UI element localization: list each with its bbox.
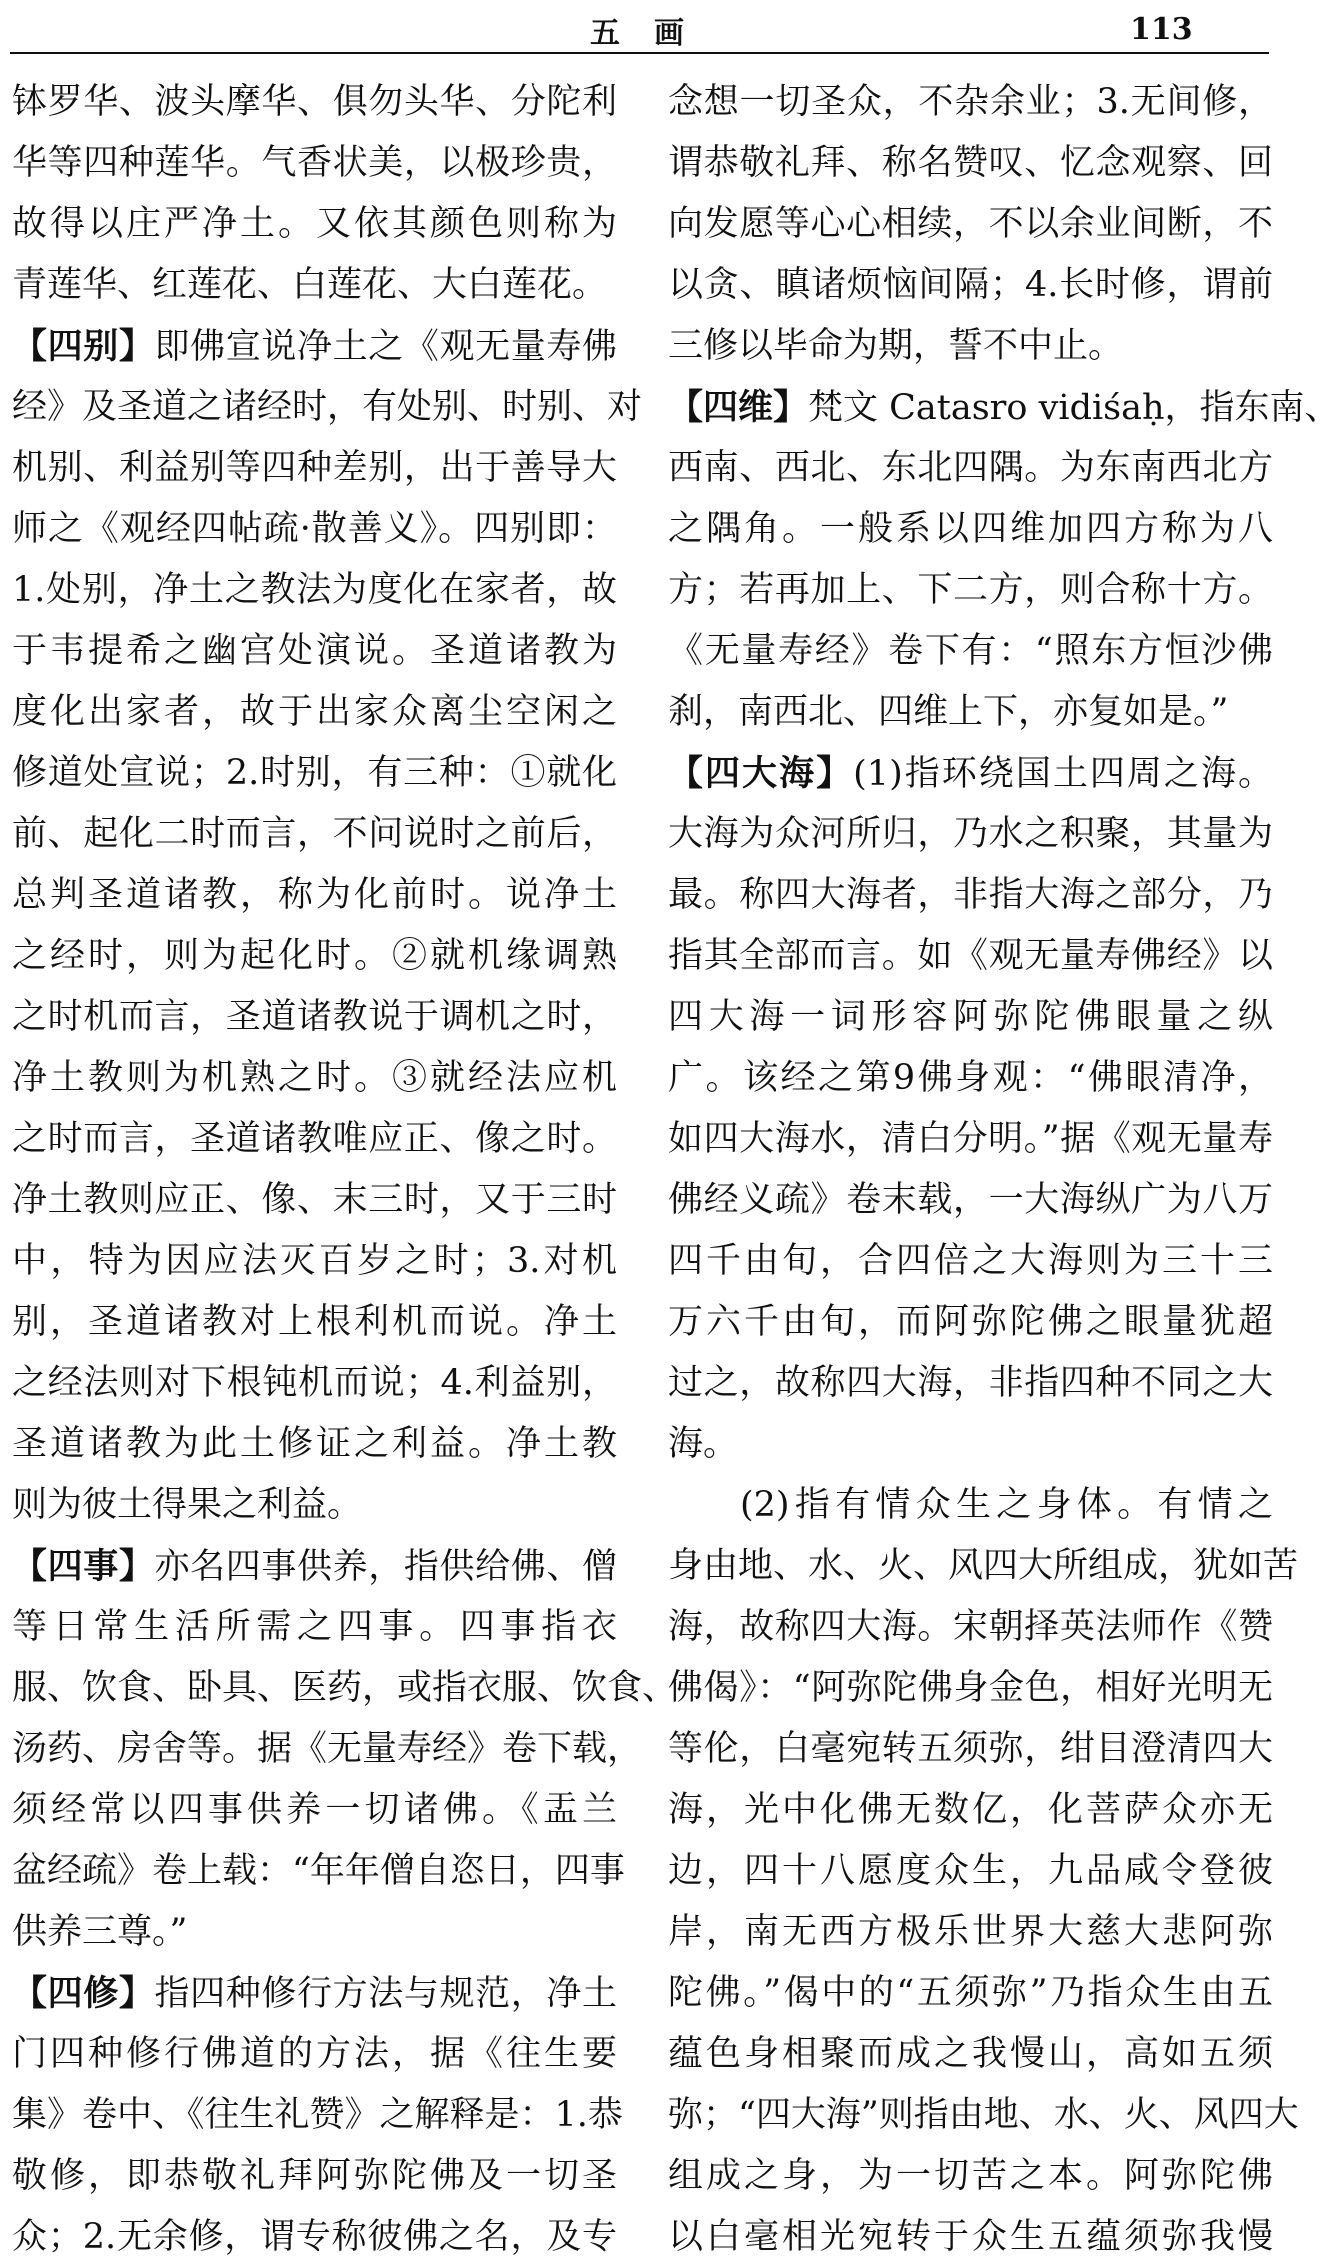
text-line (12, 682, 617, 743)
line-text: 圣道诸教为此土修证之利益。净土教 (12, 1424, 617, 1464)
text-line (12, 255, 617, 316)
line-text: 蕴色身相聚而成之我慢山，高如五须 (668, 2034, 1273, 2074)
text-line (668, 2024, 1273, 2085)
text-line (668, 1170, 1273, 1231)
text-line (668, 316, 1273, 377)
line-text: 万六千由旬，而阿弥陀佛之眼量犹超 (668, 1302, 1273, 1342)
text-line (12, 377, 643, 438)
text-line (668, 682, 1273, 743)
text-line (12, 743, 617, 804)
line-text: 陀佛。”偈中的“五须弥”乃指众生由五 (668, 1973, 1273, 2013)
line-text: 钵罗华、波头摩华、俱勿头华、分陀利 (12, 82, 617, 122)
text-line (12, 1353, 617, 1414)
line-text: 机别、利益别等四种差别，出于善导大 (12, 448, 617, 488)
line-text: 海，故称四大海。宋朝择英法师作《赞 (668, 1607, 1273, 1647)
line-text: 海。 (668, 1424, 739, 1464)
text-line (12, 1475, 617, 1536)
text-line (668, 560, 1273, 621)
text-line (12, 2207, 617, 2268)
text-line (668, 1292, 1273, 1353)
line-text: 梵文 Catasro vidiśaḥ，指东南、 (808, 388, 1340, 428)
text-line (668, 987, 1273, 1048)
line-text: 经》及圣道之诸经时，有处别、时别、对 (12, 387, 643, 427)
line-text: 众；2.无余修，谓专称彼佛之名，及专 (12, 2217, 617, 2257)
line-text: 则为彼土得果之利益。 (12, 1485, 363, 1525)
line-text: 须经常以四事供养一切诸佛。《盂兰 (12, 1790, 617, 1830)
text-line (12, 865, 617, 926)
line-text: 于韦提希之幽宫处演说。圣道诸教为 (12, 631, 617, 671)
line-text: 向发愿等心心相续，不以余业间断，不 (668, 204, 1273, 244)
line-text: 谓恭敬礼拜、称名赞叹、忆念观察、回 (668, 143, 1273, 183)
line-text: 弥；“四大海”则指由地、水、火、风四大 (668, 2095, 1299, 2135)
line-text: 广。该经之第9佛身观：“佛眼清净， (668, 1058, 1273, 1098)
text-line (668, 865, 1273, 926)
line-text: 净土教则应正、像、末三时，又于三时 (12, 1180, 617, 1220)
line-text: 西南、西北、东北四隅。为东南西北方 (668, 448, 1273, 488)
line-text: 华等四种莲华。气香状美，以极珍贵， (12, 143, 617, 183)
text-line (12, 926, 617, 987)
text-line (12, 438, 617, 499)
text-line (668, 1963, 1273, 2024)
text-line (668, 438, 1273, 499)
text-line (12, 499, 617, 560)
text-line (12, 987, 617, 1048)
line-text: 中，特为因应法灭百岁之时；3.对机 (12, 1241, 617, 1281)
line-text: 海，光中化佛无数亿，化菩萨众亦无 (668, 1790, 1273, 1830)
line-text: 念想一切圣众，不杂余业；3.无间修， (668, 82, 1273, 122)
line-text: 度化出家者，故于出家众离尘空闲之 (12, 692, 617, 732)
text-line (668, 1109, 1273, 1170)
line-text: 故得以庄严净土。又依其颜色则称为 (12, 204, 617, 244)
right-column (668, 72, 1340, 2268)
line-text: 大海为众河所归，乃水之积聚，其量为 (668, 814, 1273, 854)
line-text: 青莲华、红莲花、白莲花、大白莲花。 (12, 265, 608, 305)
line-text: 以白毫相光宛转于众生五蕴须弥我慢 (668, 2217, 1273, 2257)
line-text: (2)指有情众生之身体。有情之 (740, 1485, 1273, 1525)
text-line (12, 1292, 617, 1353)
line-text: 四千由旬，合四倍之大海则为三十三 (668, 1241, 1273, 1281)
entry-heading: 【四事】 (12, 1546, 155, 1587)
text-line (668, 1414, 1273, 1475)
text-line (668, 2146, 1273, 2207)
text-line (12, 1048, 617, 1109)
line-text: 组成之身，为一切苦之本。阿弥陀佛 (668, 2156, 1273, 2196)
text-line (668, 2207, 1273, 2268)
line-text: 刹，南西北、四维上下，亦复如是。” (668, 692, 1229, 732)
text-line (668, 1231, 1273, 1292)
line-text: 边，四十八愿度众生，九品咸令登彼 (668, 1851, 1273, 1891)
text-line (668, 1475, 1273, 1536)
text-line (668, 1780, 1273, 1841)
text-line (12, 1902, 617, 1963)
line-text: 指其全部而言。如《观无量寿佛经》以 (668, 936, 1273, 976)
header-rule (10, 52, 1269, 54)
text-line (668, 1658, 1273, 1719)
text-line (12, 1780, 617, 1841)
text-line (12, 1170, 617, 1231)
entry-heading: 【四别】 (12, 326, 155, 367)
line-text: 前、起化二时而言，不问说时之前后， (12, 814, 617, 854)
page-header (0, 0, 1279, 58)
text-line (668, 377, 1340, 438)
text-line (12, 2085, 623, 2146)
text-line (12, 133, 617, 194)
section-title: 五画 (590, 16, 718, 51)
line-text: 修道处宣说；2.时别，有三种：①就化 (12, 753, 617, 793)
line-text: 最。称四大海者，非指大海之部分，乃 (668, 875, 1273, 915)
text-line (668, 926, 1273, 987)
text-line (668, 255, 1273, 316)
line-text: 之时机而言，圣道诸教说于调机之时， (12, 997, 617, 1037)
text-line (668, 621, 1273, 682)
text-line (668, 1902, 1273, 1963)
text-line (12, 1597, 617, 1658)
text-line (12, 1231, 617, 1292)
line-text: 敬修，即恭敬礼拜阿弥陀佛及一切圣 (12, 2156, 617, 2196)
text-line (12, 2146, 617, 2207)
text-line (668, 804, 1273, 865)
line-text: 佛偈》：“阿弥陀佛身金色，相好光明无 (668, 1668, 1273, 1708)
text-line (12, 621, 617, 682)
line-text: 三修以毕命为期，誓不中止。 (668, 326, 1124, 366)
line-text: 如四大海水，清白分明。”据《观无量寿 (668, 1119, 1273, 1159)
text-line (12, 316, 617, 377)
text-line (668, 133, 1273, 194)
text-line (12, 2024, 617, 2085)
line-text: 集》卷中、《往生礼赞》之解释是：1.恭 (12, 2095, 623, 2135)
text-line (12, 1414, 617, 1475)
line-text: 岸，南无西方极乐世界大慈大悲阿弥 (668, 1912, 1273, 1952)
text-line (12, 1719, 643, 1780)
text-line (668, 1353, 1273, 1414)
line-text: 等伦，白毫宛转五须弥，绀目澄清四大 (668, 1729, 1273, 1769)
line-text: 之经法则对下根钝机而说；4.利益别， (12, 1363, 617, 1403)
text-line (668, 1841, 1273, 1902)
text-line (668, 1597, 1273, 1658)
line-text: 《无量寿经》卷下有：“照东方恒沙佛 (668, 631, 1273, 671)
text-line (668, 1048, 1273, 1109)
line-text: 指四种修行方法与规范，净土 (154, 1974, 617, 2014)
text-line (12, 72, 617, 133)
line-text: 之隅角。一般系以四维加四方称为八 (668, 509, 1273, 549)
text-line (12, 1963, 617, 2024)
line-text: 门四种修行佛道的方法，据《往生要 (12, 2034, 617, 2074)
text-line (12, 1841, 625, 1902)
page-number: 113 (1130, 12, 1193, 47)
line-text: 服、饮食、卧具、医药，或指衣服、饮食、 (12, 1668, 678, 1708)
line-text: (1)指环绕国土四周之海。 (853, 754, 1273, 794)
text-line (668, 72, 1273, 133)
text-line (668, 743, 1273, 804)
text-line (12, 194, 617, 255)
line-text: 之经时，则为起化时。②就机缘调熟 (12, 936, 617, 976)
text-line (668, 2085, 1299, 2146)
text-line (668, 1536, 1299, 1597)
line-text: 1.处别，净土之教法为度化在家者，故 (12, 570, 617, 610)
line-text: 亦名四事供养，指供给佛、僧 (154, 1547, 617, 1587)
text-line (668, 1719, 1273, 1780)
line-text: 之时而言，圣道诸教唯应正、像之时。 (12, 1119, 617, 1159)
left-column (12, 72, 678, 2268)
line-text: 师之《观经四帖疏·散善义》。四别即： (12, 509, 617, 549)
line-text: 等日常生活所需之四事。四事指衣 (12, 1607, 617, 1647)
entry-heading: 【四大海】 (668, 753, 854, 794)
line-text: 供养三尊。” (12, 1912, 188, 1952)
line-text: 即佛宣说净土之《观无量寿佛 (154, 327, 617, 367)
text-line (668, 499, 1273, 560)
text-line (668, 194, 1273, 255)
line-text: 净土教则为机熟之时。③就经法应机 (12, 1058, 617, 1098)
entry-heading: 【四维】 (668, 387, 809, 428)
line-text: 别，圣道诸教对上根利机而说。净土 (12, 1302, 617, 1342)
text-line (12, 1109, 617, 1170)
line-text: 方；若再加上、下二方，则合称十方。 (668, 570, 1273, 610)
line-text: 以贪、瞋诸烦恼间隔；4.长时修，谓前 (668, 265, 1273, 305)
line-text: 盆经疏》卷上载：“年年僧自恣日，四事 (12, 1851, 625, 1891)
text-line (12, 1658, 678, 1719)
line-text: 身由地、水、火、风四大所组成，犹如苦 (668, 1546, 1299, 1586)
line-text: 过之，故称四大海，非指四种不同之大 (668, 1363, 1273, 1403)
text-line (12, 1536, 617, 1597)
text-line (12, 560, 617, 621)
line-text: 佛经义疏》卷末载，一大海纵广为八万 (668, 1180, 1273, 1220)
line-text: 汤药、房舍等。据《无量寿经》卷下载， (12, 1729, 643, 1769)
entry-heading: 【四修】 (12, 1973, 155, 2014)
line-text: 四大海一词形容阿弥陀佛眼量之纵 (668, 997, 1273, 1037)
line-text: 总判圣道诸教，称为化前时。说净土 (12, 875, 617, 915)
text-line (12, 804, 617, 865)
